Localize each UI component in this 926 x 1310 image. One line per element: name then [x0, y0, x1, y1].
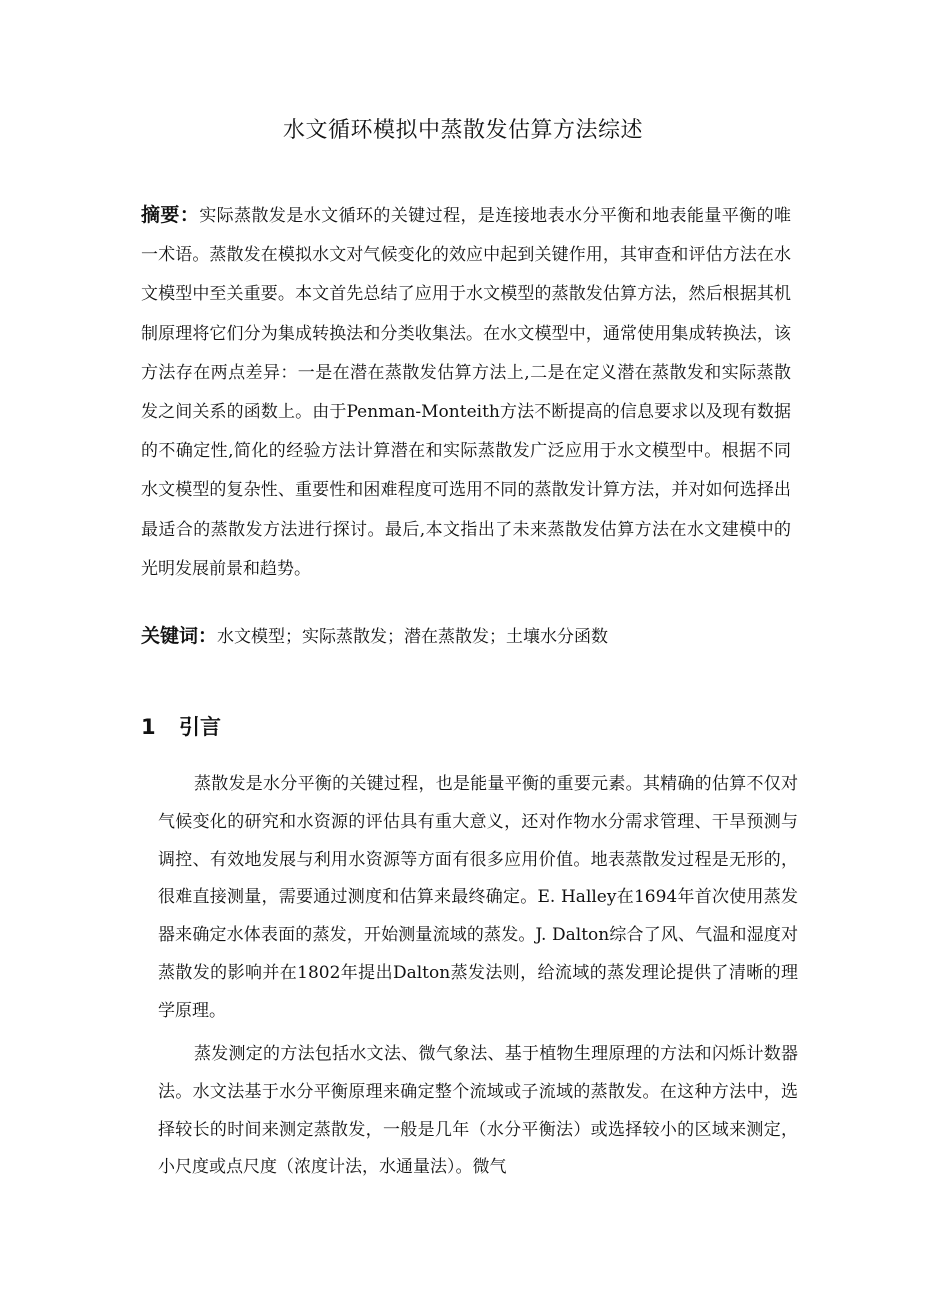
keywords — [141, 618, 791, 655]
intro-paragraph-2: 蒸发测定的方法包括水文法、微气象法、基于植物生理原理的方法和闪烁计数器法。水文法基于水分平衡原理来确定整个流域或子流域的蒸散发。在这种方法中，选择较长的时间来测定蒸散发，一般是几年（水分平衡法）或选择较小的区域来测定，小尺度或点尺度（浓度计法，水通量法）。微气 — [158, 1044, 798, 1178]
intro-paragraph-1: 蒸散发是水分平衡的关键过程，也是能量平衡的重要元素。其精确的估算不仅对气候变化的研究和水资源的评估具有重大意义，还对作物水分需求管理、干旱预测与调控、有效地发展与利用水资源等方面有很多应用价值。地表蒸散发过程是无形的，很难直接测量，需要通过测度和估算来最终确定。E. Halley在1694年首次使用蒸发器来确定水体表面的蒸发，开始测量流域的蒸发。J. Dalton综合了风、气温和湿度对蒸散发的影响并在1802年提出Dalton蒸发法则，给流域的蒸发理论提供了清晰的理学原理。 — [158, 774, 798, 1021]
section-heading — [141, 710, 221, 744]
abstract-text: 实际蒸散发是水文循环的关键过程，是连接地表水分平衡和地表能量平衡的唯一术语。蒸散发在模拟水文对气候变化的效应中起到关键作用，其审查和评估方法在水文模型中至关重要。本文首先总结了应用于水文模型的蒸散发估算方法，然后根据其机制原理将它们分为集成转换法和分类收集法。在水文模型中，通常使用集成转换法，该方法存在两点差异：一是在潜在蒸散发估算方法上,二是在定义潜在蒸散发和实际蒸散发之间关系的函数上。由于Penman-Monteith方法不断提高的信息要求以及现有数据的不确定性,简化的经验方法计算潜在和实际蒸散发广泛应用于水文模型中。根据不同水文模型的复杂性、重要性和困难程度可选用不同的蒸散发计算方法，并对如何选择出最适合的蒸散发方法进行探讨。最后,本文指出了未来蒸散发估算方法在水文建模中的光明发展前景和趋势。 — [141, 206, 791, 579]
keywords-text: 水文模型；实际蒸散发；潜在蒸散发；土壤水分函数 — [217, 627, 609, 647]
abstract — [141, 196, 791, 589]
keywords-label: 关键词： — [141, 625, 218, 647]
section-number: 1 — [141, 715, 156, 739]
abstract-label: 摘要： — [141, 204, 200, 226]
section-title: 引言 — [179, 715, 221, 739]
paper-title: 水文循环模拟中蒸散发估算方法综述 — [282, 118, 643, 143]
